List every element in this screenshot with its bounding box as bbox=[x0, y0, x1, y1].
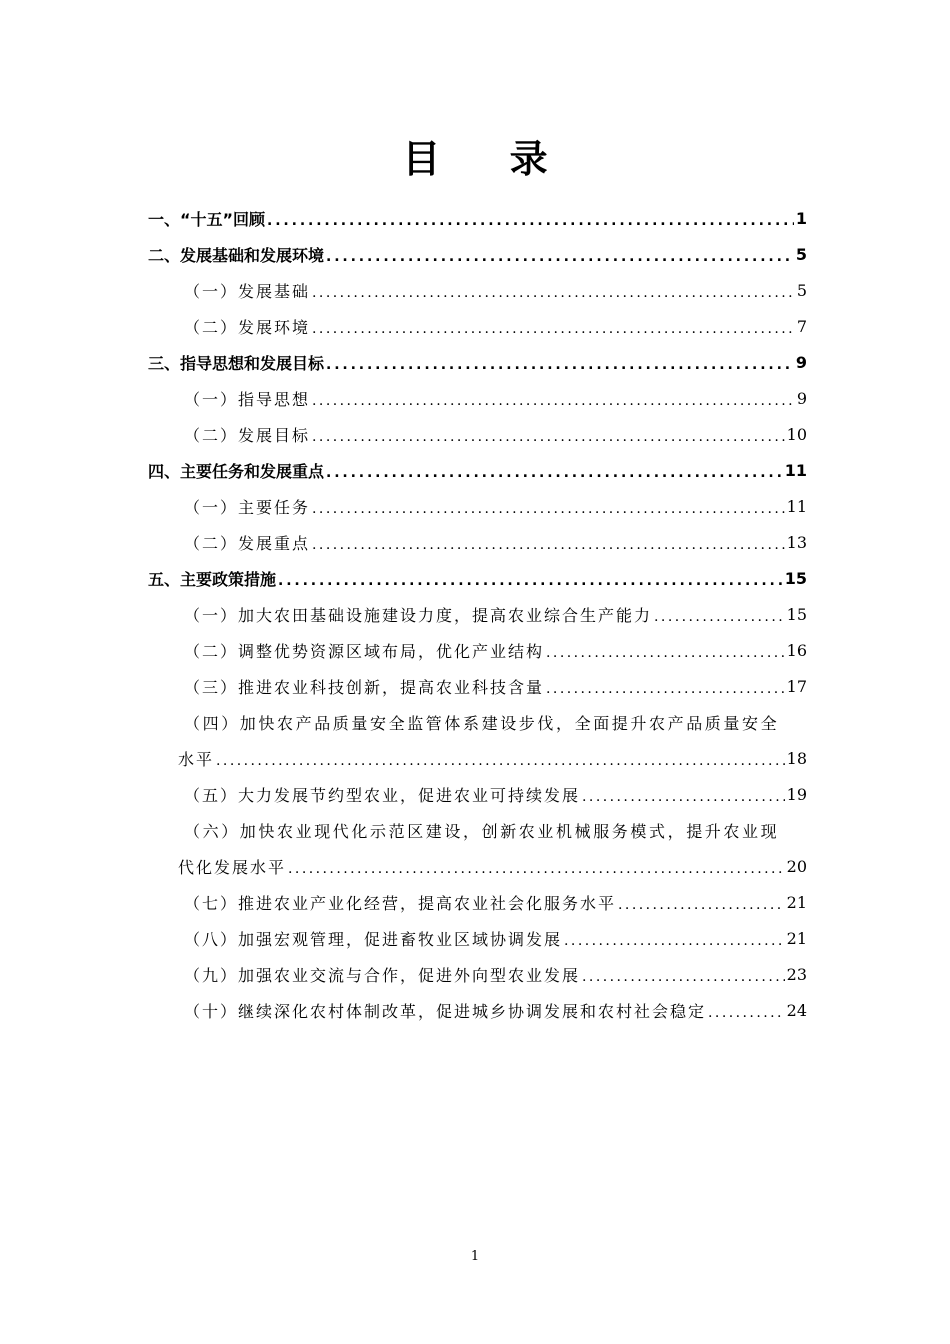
toc-subentry[interactable] bbox=[148, 416, 807, 452]
toc-entry-label: 一、“十五”回顾 bbox=[148, 209, 266, 229]
dot-leader bbox=[312, 537, 785, 560]
toc-entry[interactable] bbox=[148, 200, 807, 236]
toc-entry-label: （一）发展基础 bbox=[184, 281, 311, 301]
dot-leader bbox=[582, 969, 785, 992]
dot-leader bbox=[216, 753, 785, 776]
toc-entry-page: 16 bbox=[786, 640, 807, 660]
dot-leader bbox=[326, 249, 794, 272]
toc-subentry[interactable] bbox=[148, 956, 807, 992]
toc-entry-page: 15 bbox=[786, 604, 807, 624]
toc-entry-label-continued: 水平 bbox=[178, 749, 215, 769]
dot-leader bbox=[564, 933, 785, 956]
toc-entry-page: 15 bbox=[784, 568, 807, 588]
toc-entry-label: （二）调整优势资源区域布局，优化产业结构 bbox=[184, 641, 545, 661]
toc-entry-page: 11 bbox=[786, 496, 807, 516]
page-number: 1 bbox=[470, 1249, 480, 1264]
toc-entry-label: （七）推进农业产业化经营，提高农业社会化服务水平 bbox=[184, 893, 617, 913]
toc-entry[interactable] bbox=[148, 560, 807, 596]
toc-entry-page: 5 bbox=[795, 244, 807, 264]
toc-entry-page: 24 bbox=[786, 1000, 807, 1020]
toc-entry[interactable] bbox=[148, 452, 807, 488]
toc-entry-page: 1 bbox=[795, 208, 807, 228]
toc-entry[interactable] bbox=[148, 344, 807, 380]
toc-subentry[interactable] bbox=[148, 524, 807, 560]
dot-leader bbox=[312, 285, 795, 308]
toc-subentry[interactable] bbox=[148, 992, 807, 1028]
toc-entry-label: 二、发展基础和发展环境 bbox=[148, 245, 325, 265]
dot-leader bbox=[654, 609, 785, 632]
toc-subentry[interactable] bbox=[148, 920, 807, 956]
toc-subentry[interactable] bbox=[148, 668, 807, 704]
toc-entry-label: （八）加强宏观管理，促进畜牧业区域协调发展 bbox=[184, 929, 563, 949]
toc-entry-label: （九）加强农业交流与合作，促进外向型农业发展 bbox=[184, 965, 581, 985]
dot-leader bbox=[312, 393, 795, 416]
toc-entry-page: 21 bbox=[786, 892, 807, 912]
dot-leader bbox=[546, 681, 785, 704]
toc-entry-label: （六）加快农业现代化示范区建设，创新农业机械服务模式，提升农业现 bbox=[184, 821, 780, 841]
toc-entry-label: （四）加快农产品质量安全监管体系建设步伐，全面提升农产品质量安全 bbox=[184, 713, 780, 733]
toc-subentry[interactable] bbox=[148, 632, 807, 668]
toc-entry-page: 9 bbox=[796, 388, 807, 408]
toc-entry-page: 23 bbox=[786, 964, 807, 984]
dot-leader bbox=[267, 213, 794, 236]
toc-entry-label: （十）继续深化农村体制改革，促进城乡协调发展和农村社会稳定 bbox=[184, 1001, 707, 1021]
toc-entry-label: 五、主要政策措施 bbox=[148, 569, 277, 589]
dot-leader bbox=[288, 861, 785, 884]
toc-entry-label: （一）主要任务 bbox=[184, 497, 311, 517]
toc-entry-label: 三、指导思想和发展目标 bbox=[148, 353, 325, 373]
toc-entry-page: 21 bbox=[786, 928, 807, 948]
toc-entry-label: （二）发展重点 bbox=[184, 533, 311, 553]
dot-leader bbox=[708, 1005, 785, 1028]
toc-entry-page: 17 bbox=[786, 676, 807, 696]
toc-title: 目 录 bbox=[402, 137, 576, 181]
toc-entry-page: 10 bbox=[786, 424, 807, 444]
toc-subentry-line1[interactable] bbox=[148, 812, 807, 848]
dot-leader bbox=[582, 789, 785, 812]
dot-leader bbox=[278, 573, 783, 596]
dot-leader bbox=[312, 321, 795, 344]
toc-entry-page: 19 bbox=[786, 784, 807, 804]
toc-entry-page: 18 bbox=[786, 748, 807, 768]
toc-entry-label: 四、主要任务和发展重点 bbox=[148, 461, 325, 481]
toc-subentry-line2[interactable] bbox=[148, 740, 807, 776]
toc-entry-page: 20 bbox=[786, 856, 807, 876]
toc-entry-page: 9 bbox=[795, 352, 807, 372]
table-of-contents bbox=[148, 200, 807, 1028]
toc-subentry[interactable] bbox=[148, 884, 807, 920]
toc-entry-label: （二）发展目标 bbox=[184, 425, 311, 445]
toc-subentry[interactable] bbox=[148, 776, 807, 812]
dot-leader bbox=[618, 897, 785, 920]
toc-subentry[interactable] bbox=[148, 308, 807, 344]
dot-leader bbox=[312, 429, 785, 452]
toc-entry-label-continued: 代化发展水平 bbox=[178, 857, 287, 877]
toc-entry[interactable] bbox=[148, 236, 807, 272]
toc-entry-label: （三）推进农业科技创新，提高农业科技含量 bbox=[184, 677, 545, 697]
toc-subentry[interactable] bbox=[148, 596, 807, 632]
dot-leader bbox=[312, 501, 785, 524]
toc-subentry[interactable] bbox=[148, 380, 807, 416]
toc-entry-page: 13 bbox=[786, 532, 807, 552]
toc-entry-page: 5 bbox=[796, 280, 807, 300]
toc-subentry[interactable] bbox=[148, 488, 807, 524]
toc-subentry-line2[interactable] bbox=[148, 848, 807, 884]
dot-leader bbox=[326, 465, 783, 488]
toc-entry-page: 7 bbox=[796, 316, 807, 336]
toc-entry-label: （二）发展环境 bbox=[184, 317, 311, 337]
toc-subentry-line1[interactable] bbox=[148, 704, 807, 740]
toc-entry-label: （一）指导思想 bbox=[184, 389, 311, 409]
toc-entry-label: （五）大力发展节约型农业，促进农业可持续发展 bbox=[184, 785, 581, 805]
toc-subentry[interactable] bbox=[148, 272, 807, 308]
dot-leader bbox=[326, 357, 794, 380]
dot-leader bbox=[546, 645, 785, 668]
toc-entry-label: （一）加大农田基础设施建设力度，提高农业综合生产能力 bbox=[184, 605, 653, 625]
toc-entry-page: 11 bbox=[784, 460, 807, 480]
